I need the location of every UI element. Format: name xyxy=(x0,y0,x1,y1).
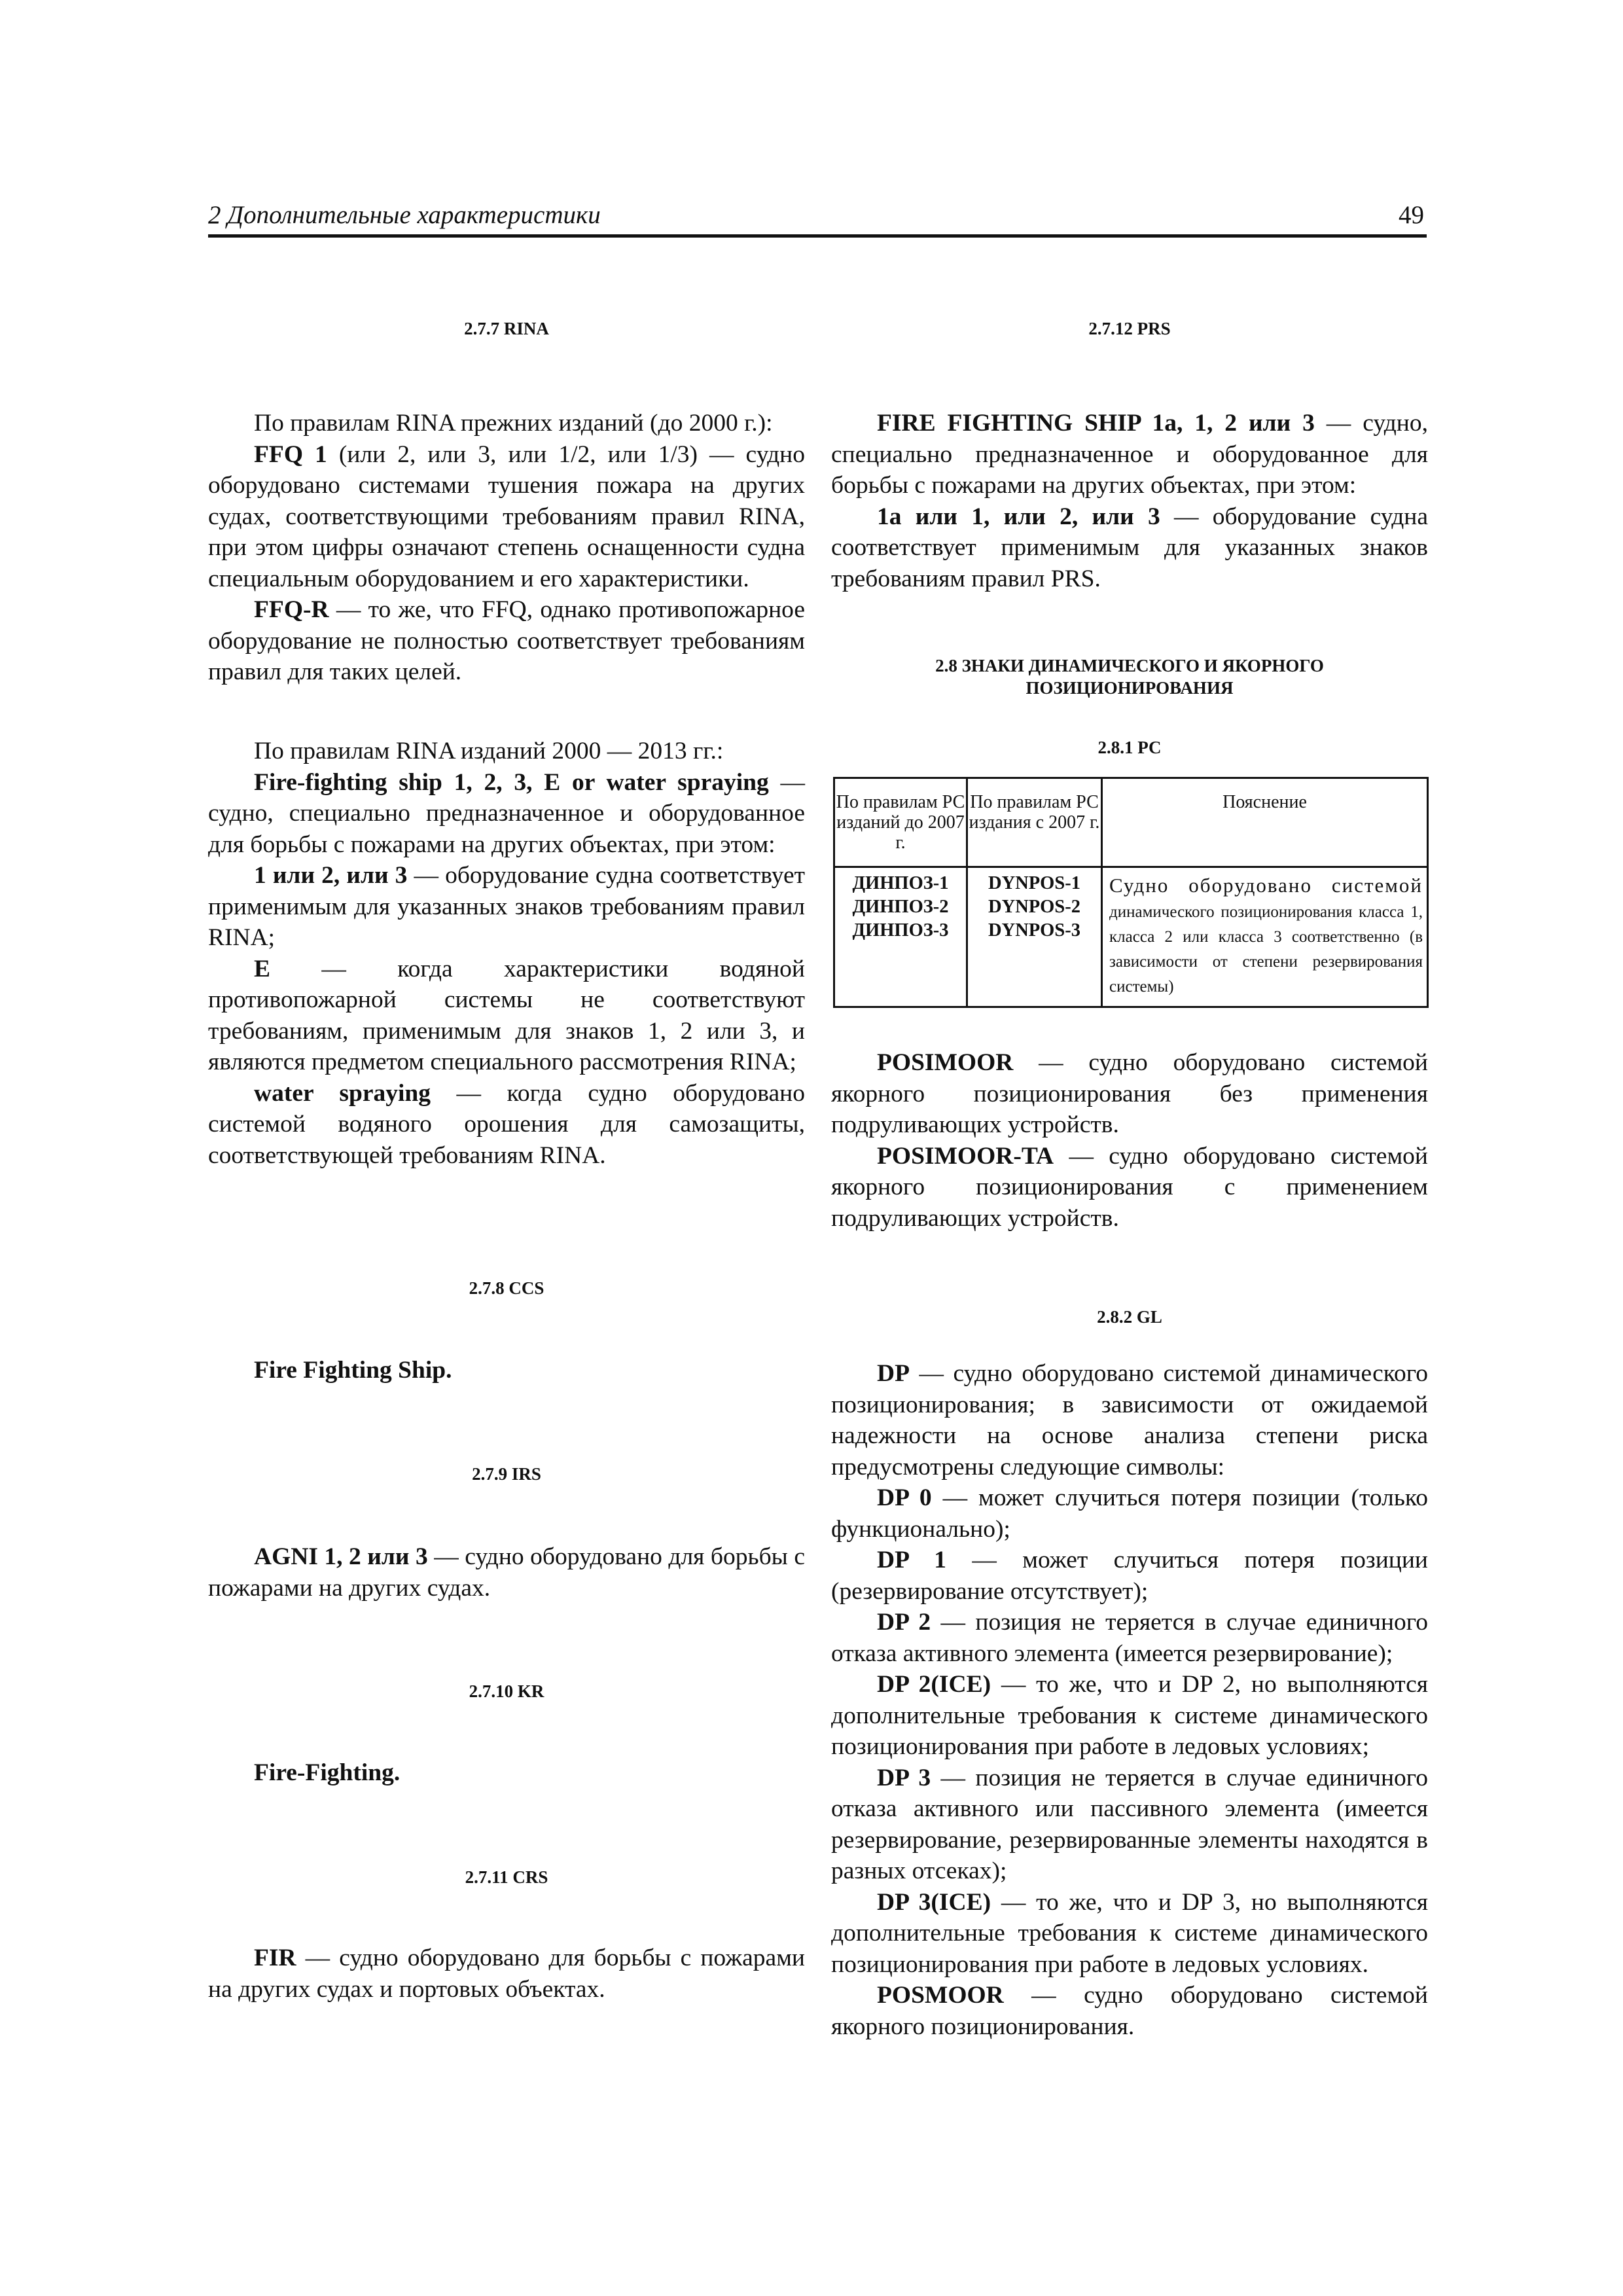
kr-section xyxy=(208,1680,805,1702)
section-heading-rs: 2.8.1 РС xyxy=(1097,738,1162,757)
paragraph-text: — оборудование судна соответствует применимым для указанных знаков требованиям правил PRS. xyxy=(831,503,1428,592)
paragraph-text: — судно оборудовано для борьбы с пожарами на других судах и портовых объектах. xyxy=(208,1945,805,2003)
class-notation: DP xyxy=(877,1360,910,1387)
paragraph-text: — судно оборудовано системой якорного позиционирования. xyxy=(831,1982,1428,2040)
section-heading-gl: 2.8.2 GL xyxy=(1097,1307,1162,1327)
paragraph-text: — когда судно оборудовано системой водяного орошения для самозащиты, соответствующей требованиям RINA. xyxy=(208,1079,805,1169)
paragraph xyxy=(208,767,805,861)
section-heading-kr: 2.7.10 KR xyxy=(469,1681,544,1701)
paragraph xyxy=(208,736,805,767)
new-code: DYNPOS-3 xyxy=(988,920,1080,941)
class-notation: FFQ 1 xyxy=(254,440,327,468)
paragraph xyxy=(208,594,805,688)
class-notation: Fire-Fighting. xyxy=(254,1759,401,1786)
notation-table xyxy=(833,777,1429,1008)
paragraph-text: По правилам RINA изданий 2000 — 2013 гг.: xyxy=(254,738,724,764)
class-notation: Fire-fighting ship 1, 2, 3, E or water spraying xyxy=(254,768,769,796)
gl-body xyxy=(831,1358,1428,2042)
paragraph-text: — то же, что и DP 3, но выполняются дополнительные требования к системе динамического позиционирования при работе в ледовых условиях. xyxy=(831,1888,1428,1978)
paragraph xyxy=(831,1607,1428,1669)
table-cell-new-codes xyxy=(967,867,1102,1007)
ccs-section xyxy=(208,1277,805,1299)
kr-body xyxy=(208,1757,805,1789)
class-notation: FIR xyxy=(254,1945,296,1971)
table-header-cell: По правилам РС изданий до 2007 г. xyxy=(834,778,967,867)
old-code: ДИНПОЗ-2 xyxy=(852,897,949,917)
paragraph-text: — когда характеристики водяной противопожарной системы не соответствуют требованиям, применимым для знаков 1, 2 или 3, и являются предметом специального рассмотрения RINA; xyxy=(208,955,805,1075)
section-heading-rina: 2.7.7 RINA xyxy=(464,319,549,338)
crs-section xyxy=(208,1866,805,1888)
rs-section xyxy=(831,736,1428,759)
paragraph xyxy=(831,1763,1428,1887)
table-header-cell: По правилам РС издания с 2007 г. xyxy=(967,778,1102,867)
paragraph-text: — судно оборудовано для борьбы с пожарами на других судах. xyxy=(208,1543,805,1602)
paragraph-text: — позиция не теряется в случае единичного отказа активного или пассивного элемента (имеется резервирование, резервированные элементы находятся в разных отсеках); xyxy=(831,1764,1429,1884)
paragraph-text: — может случиться потеря позиции (только функционально); xyxy=(831,1484,1428,1543)
crs-body xyxy=(208,1943,805,2005)
section-heading-line: ПОЗИЦИОНИРОВАНИЯ xyxy=(1026,678,1234,698)
paragraph-text: — судно, специально предназначенное и оборудованное для борьбы с пожарами на других объектах, при этом: xyxy=(208,768,806,858)
section-heading-crs: 2.7.11 CRS xyxy=(465,1867,548,1887)
section-heading-ccs: 2.7.8 CCS xyxy=(469,1278,544,1298)
paragraph xyxy=(831,408,1428,501)
new-code: DYNPOS-2 xyxy=(988,897,1080,917)
table-header-cell: Пояснение xyxy=(1102,778,1428,867)
posimoor-body xyxy=(831,1047,1428,1234)
section-heading-irs: 2.7.9 IRS xyxy=(472,1464,541,1484)
running-header xyxy=(208,200,1427,238)
prs-section xyxy=(831,317,1428,340)
paragraph-text: По правилам RINA прежних изданий (до 2000 г.): xyxy=(254,410,773,437)
class-notation: E xyxy=(254,955,271,982)
paragraph xyxy=(831,1358,1428,1482)
rina-body-2000 xyxy=(208,736,805,1171)
old-code: ДИНПОЗ-3 xyxy=(852,920,949,941)
rina-body xyxy=(208,408,805,688)
class-notation: 1 или 2, или 3 xyxy=(254,862,408,889)
chapter-title: 2 Дополнительные характеристики xyxy=(208,201,601,229)
prs-body xyxy=(831,408,1428,594)
class-notation: FIRE FIGHTING SHIP 1a, 1, 2 или 3 xyxy=(877,410,1315,437)
paragraph-text: — судно оборудовано системой якорного позиционирования с применением подруливающих устройств. xyxy=(831,1142,1428,1232)
class-notation: POSIMOOR xyxy=(877,1049,1014,1076)
class-notation: POSIMOOR-TA xyxy=(877,1142,1054,1170)
paragraph xyxy=(208,1355,805,1386)
class-notation: DP 1 xyxy=(877,1547,947,1573)
section-heading-prs: 2.7.12 PRS xyxy=(1088,319,1171,338)
paragraph-text: — позиция не теряется в случае единичного отказа активного элемента (имеется резервирование); xyxy=(831,1609,1429,1667)
paragraph xyxy=(831,1482,1428,1545)
paragraph-text: — судно, специально предназначенное и оборудованное для борьбы с пожарами на других объектах, при этом: xyxy=(831,410,1429,499)
section-heading-line: 2.8 ЗНАКИ ДИНАМИЧЕСКОГО И ЯКОРНОГО xyxy=(935,656,1324,675)
paragraph xyxy=(831,1980,1428,2042)
section-28-heading xyxy=(831,655,1428,699)
class-notation: water spraying xyxy=(254,1079,431,1107)
new-code: DYNPOS-1 xyxy=(988,873,1080,893)
paragraph xyxy=(831,1545,1428,1607)
paragraph-text: — судно оборудовано системой динамического позиционирования; в зависимости от ожидаемой надежности на основе анализа степени риска предусмотрены следующие символы: xyxy=(831,1360,1428,1480)
ccs-body xyxy=(208,1355,805,1386)
class-notation: AGNI 1, 2 или 3 xyxy=(254,1543,428,1570)
irs-section xyxy=(208,1463,805,1485)
table-cell-description xyxy=(1102,867,1428,1007)
class-notation: DP 3(ICE) xyxy=(877,1888,991,1916)
class-notation: DP 2(ICE) xyxy=(877,1671,991,1698)
paragraph-text: — оборудование судна соответствует применимым для указанных знаков требованиям правил RINA; xyxy=(208,862,805,951)
description-text: динамического позиционирования класса 1, класса 2 или класса 3 соответственно (в зависимости от степени резервирования системы) xyxy=(1109,903,1423,996)
class-notation: 1a или 1, или 2, или 3 xyxy=(877,503,1160,530)
paragraph xyxy=(831,1141,1428,1234)
old-code: ДИНПОЗ-1 xyxy=(852,873,949,893)
paragraph-text: — может случиться потеря позиции (резервирование отсутствует); xyxy=(831,1547,1428,1605)
paragraph xyxy=(208,1078,805,1172)
paragraph xyxy=(208,1757,805,1789)
paragraph xyxy=(208,860,805,954)
class-notation: FFQ-R xyxy=(254,596,329,623)
paragraph xyxy=(208,954,805,1078)
description-lead: Судно оборудовано системой xyxy=(1109,874,1423,897)
table-cell-old-codes xyxy=(834,867,967,1007)
rina-section xyxy=(208,317,805,340)
paragraph-text: — то же, что FFQ, однако противопожарное оборудование не полностью соответствует требованиям правил для таких целей. xyxy=(208,596,805,685)
table-row xyxy=(834,867,1428,1007)
paragraph-text: — то же, что и DP 2, но выполняются дополнительные требования к системе динамического позиционирования при работе в ледовых условиях; xyxy=(831,1671,1428,1760)
gl-section xyxy=(831,1306,1428,1328)
class-notation: DP 2 xyxy=(877,1609,931,1636)
page-number: 49 xyxy=(1399,201,1424,229)
paragraph-text: (или 2, или 3, или 1/2, или 1/3) — судно оборудовано системами тушения пожара на других судах, соответствующими требованиям правил RINA, при этом цифры означают степень оснащенности судна специальным оборудованием и его характеристики. xyxy=(208,440,805,592)
paragraph xyxy=(831,1887,1428,1981)
irs-body xyxy=(208,1541,805,1604)
class-notation: POSMOOR xyxy=(877,1982,1004,2009)
paragraph xyxy=(208,439,805,595)
paragraph xyxy=(208,1541,805,1604)
paragraph-text: — судно оборудовано системой якорного позиционирования без применения подруливающих устройств. xyxy=(831,1049,1428,1138)
paragraph xyxy=(208,1943,805,2005)
paragraph xyxy=(831,1669,1428,1763)
paragraph xyxy=(831,1047,1428,1141)
paragraph xyxy=(831,501,1428,595)
class-notation: DP 0 xyxy=(877,1484,932,1511)
paragraph xyxy=(208,408,805,439)
table-header-row xyxy=(834,778,1428,867)
class-notation: Fire Fighting Ship. xyxy=(254,1357,452,1384)
class-notation: DP 3 xyxy=(877,1764,931,1791)
